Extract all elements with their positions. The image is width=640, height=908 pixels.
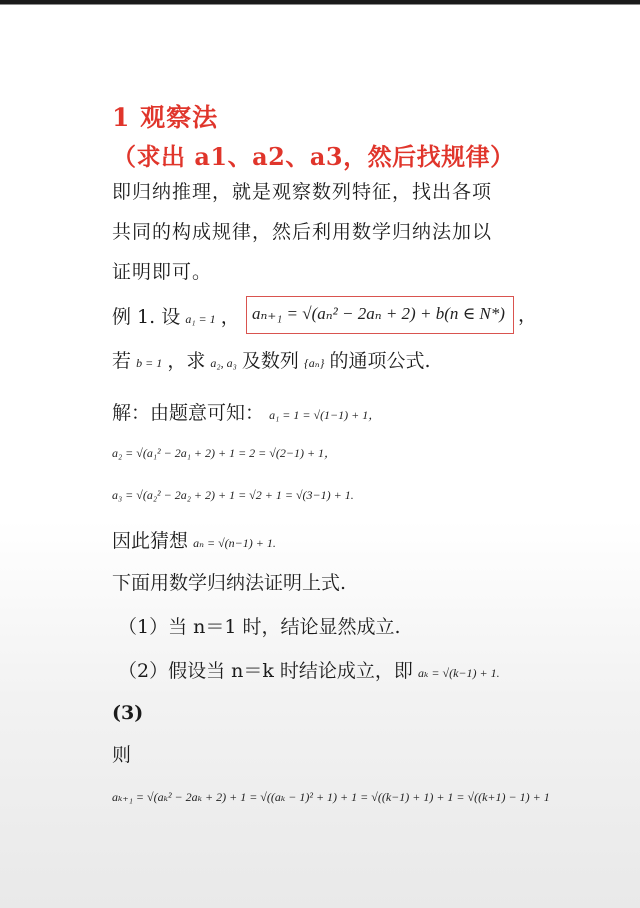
example-tail: ， <box>518 304 538 326</box>
example-and-seq: 及数列 <box>241 350 299 372</box>
then-label: 则 <box>112 744 132 766</box>
proof-step-3: (3) <box>112 702 144 724</box>
section-title: 1 观察法 <box>112 103 219 132</box>
recurrence-formula: aₙ₊₁ = √(aₙ² − 2aₙ + 2) + b(n ∈ N*) <box>252 304 505 323</box>
proof-step-1: （1）当 n＝1 时，结论显然成立. <box>118 616 401 638</box>
example-formula-ask: 的通项公式. <box>329 350 431 372</box>
final-equation: aₖ₊₁ = √(aₖ² − 2aₖ + 2) + 1 = √((aₖ − 1)² + 1) + 1 = √((k−1) + 1) + 1 = √((k+1) − 1) + 1 <box>112 790 550 804</box>
example-ask: ，求 <box>167 350 206 372</box>
example-line-1 <box>112 302 240 329</box>
proof-step-2-text: （2）假设当 n＝k 时结论成立，即 <box>118 660 413 682</box>
section-subtitle: （求出 a1、a2、a3，然后找规律） <box>112 142 515 171</box>
example-if: 若 <box>112 350 132 372</box>
example-b: b = 1 <box>136 356 163 370</box>
example-label: 例 1. 设 <box>112 306 181 328</box>
guess-label: 因此猜想 <box>112 530 189 552</box>
intro-line-2: 共同的构成规律，然后利用数学归纳法加以 <box>112 221 493 243</box>
guess-line <box>112 526 276 553</box>
guess-formula: aₙ = √(n−1) + 1. <box>193 536 276 550</box>
proof-step-2 <box>118 656 500 683</box>
example-line-2 <box>112 346 431 373</box>
example-comma: ， <box>220 306 240 328</box>
intro-line-3: 证明即可。 <box>112 261 213 283</box>
solution-label: 解：由题意可知： <box>112 402 265 424</box>
example-seq: {aₙ} <box>303 356 325 370</box>
intro-line-1: 即归纳推理，就是观察数列特征，找出各项 <box>112 181 493 203</box>
solution-eq-1: a₁ = 1 = √(1−1) + 1， <box>269 408 381 422</box>
solution-eq-2: a₂ = √(a₁² − 2a₁ + 2) + 1 = 2 = √(2−1) + 1， <box>112 446 337 460</box>
example-terms: a₂, a₃ <box>210 356 237 370</box>
proof-step-2-eq: aₖ = √(k−1) + 1. <box>418 666 500 680</box>
solution-line-1 <box>112 398 380 425</box>
proof-intro: 下面用数学归纳法证明上式. <box>112 572 347 594</box>
solution-eq-3: a₃ = √(a₂² − 2a₂ + 2) + 1 = √2 + 1 = √(3−1) + 1. <box>112 488 354 502</box>
example-given: a₁ = 1 <box>185 312 216 326</box>
